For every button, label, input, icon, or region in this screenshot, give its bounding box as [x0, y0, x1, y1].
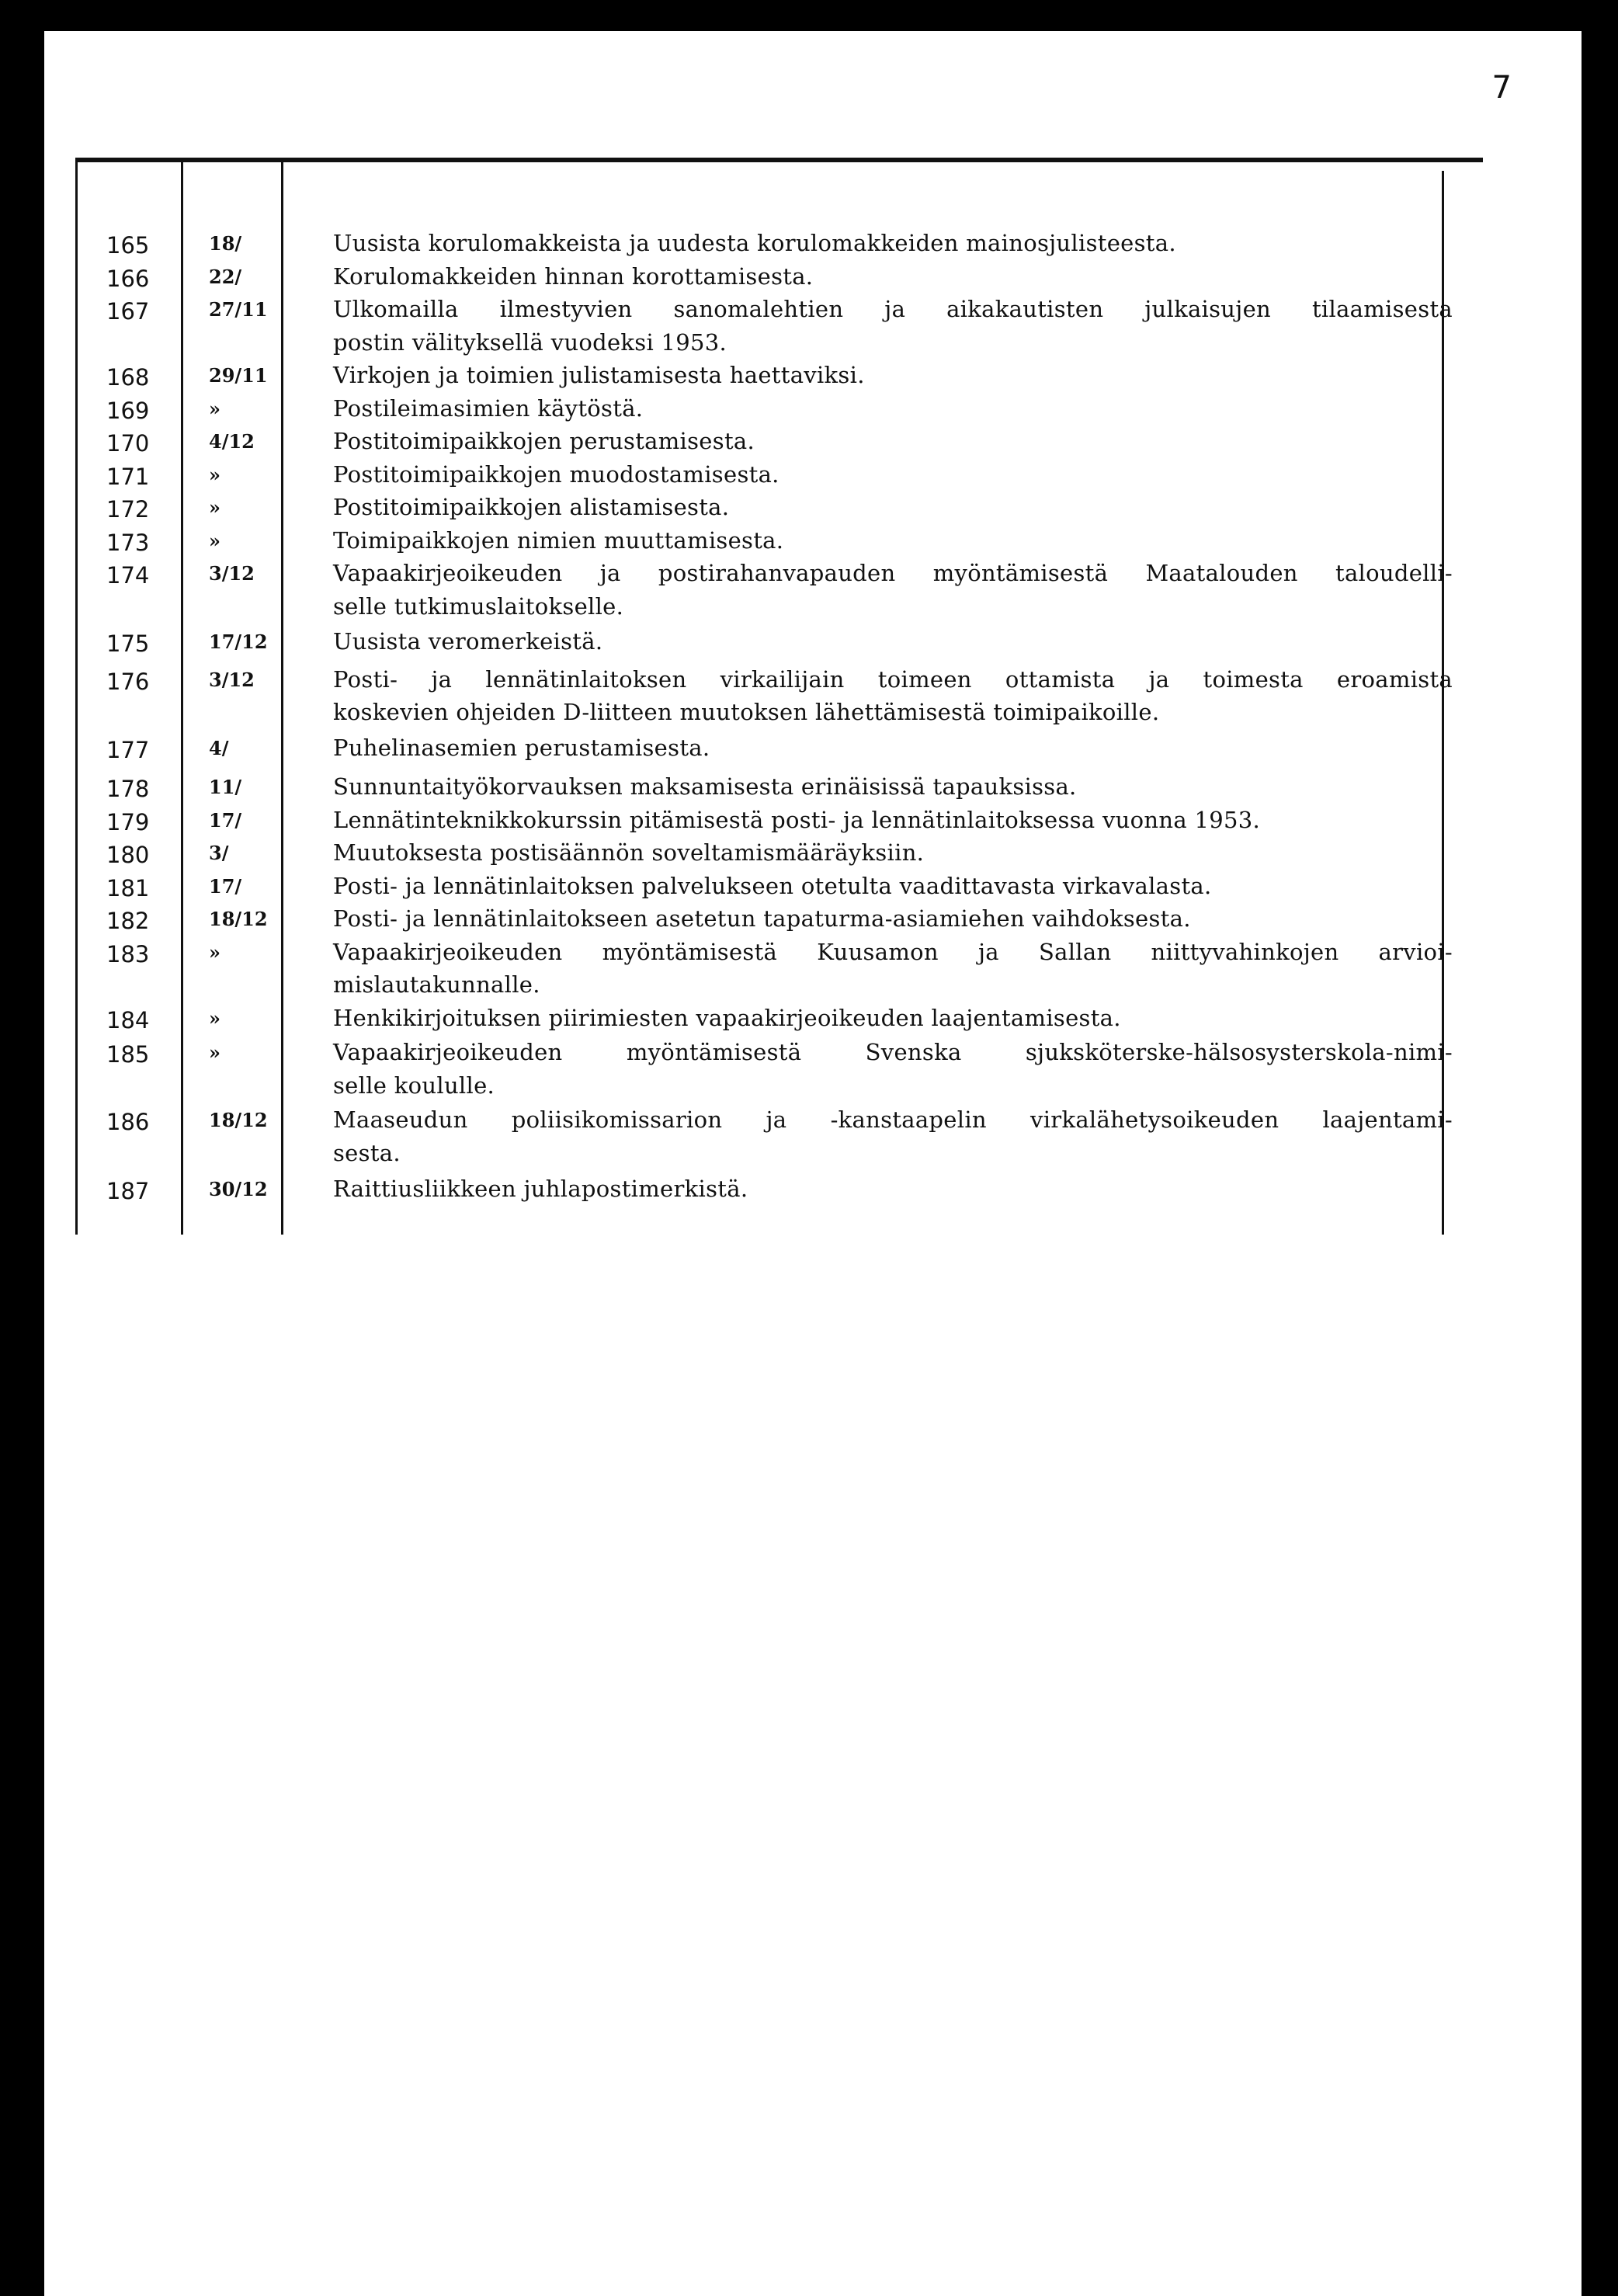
entry-number: 166: [106, 265, 150, 292]
entry-description: [333, 1103, 1453, 1169]
entry-date: »: [209, 1006, 220, 1030]
entry-date: »: [209, 529, 220, 552]
entry-description-line: postin välityksellä vuodeksi 1953.: [333, 328, 727, 356]
entry-number: 179: [106, 808, 150, 835]
entry-date: 27/11: [209, 298, 268, 321]
entry-description: [333, 625, 1453, 658]
entry-description-line: Posti- ja lennätinlaitokseen asetetun tapaturma-asiamiehen vaihdoksesta.: [333, 905, 1191, 932]
entry-description: [333, 425, 1453, 458]
entry-number: 181: [106, 874, 150, 901]
entry-number: 168: [106, 364, 150, 391]
entry-description-line: Vapaakirjeoikeuden ja postirahanvapauden myöntämisestä Maatalouden taloudelli-: [333, 560, 1453, 586]
entry-description-line: Postitoimipaikkojen perustamisesta.: [333, 428, 755, 454]
document-page: [44, 31, 1582, 2296]
entry-date: 18/: [209, 232, 242, 255]
entry-number: 175: [106, 630, 150, 657]
entry-date: 18/12: [209, 1109, 268, 1131]
entry-number: 185: [106, 1041, 150, 1068]
entry-date: 29/11: [209, 364, 268, 387]
entry-date: 4/12: [209, 430, 255, 453]
entry-description-line: Puhelinasemien perustamisesta.: [333, 734, 710, 761]
entry-number: 167: [106, 298, 150, 325]
entry-description: [333, 1002, 1453, 1035]
entry-description-line: Lennätinteknikkokurssin pitämisestä posti- ja lennätinlaitoksessa vuonna 1953.: [333, 806, 1260, 833]
entry-description-line: selle tutkimuslaitokselle.: [333, 592, 624, 620]
entry-date: »: [209, 463, 220, 486]
entry-number: 184: [106, 1006, 150, 1033]
entry-description-line: Maaseudun poliisikomissarion ja -kanstaapelin virkalähetysoikeuden laajentami-: [333, 1106, 1453, 1133]
entry-number: 183: [106, 940, 150, 967]
entry-date: 3/: [209, 842, 229, 864]
entry-date: 18/12: [209, 908, 268, 930]
entry-description-line: Posti- ja lennätinlaitoksen virkailijain toimeen ottamista ja toimesta eroamista: [333, 665, 1453, 693]
entry-description: [333, 491, 1453, 524]
entry-description-line: Uusista veromerkeistä.: [333, 628, 603, 655]
entry-date: 11/: [209, 776, 242, 798]
entry-description-line: Postitoimipaikkojen muodostamisesta.: [333, 460, 779, 488]
entry-description: [333, 663, 1453, 729]
entry-date: 17/: [209, 808, 242, 832]
circular-list: [44, 31, 1582, 1273]
entry-description: [333, 870, 1453, 903]
page-number: 7: [1491, 70, 1512, 106]
entry-description-line: Vapaakirjeoikeuden myöntämisestä Svenska sjuksköterske-hälsosysterskola-nimi-: [333, 1039, 1453, 1065]
entry-date: 30/12: [209, 1178, 268, 1200]
entry-number: 169: [106, 397, 150, 424]
entry-date: 17/12: [209, 630, 268, 653]
entry-description-line: Toimipaikkojen nimien muuttamisesta.: [333, 526, 784, 554]
entry-date: 4/: [209, 736, 229, 759]
entry-number: 180: [106, 842, 150, 868]
entry-number: 171: [106, 463, 150, 490]
entry-description: [333, 359, 1453, 392]
entry-description: [333, 392, 1453, 426]
entry-description-line: Uusista korulomakkeista ja uudesta korulomakkeiden mainosjulisteesta.: [333, 230, 1176, 256]
entry-number: 176: [106, 668, 150, 695]
entry-date: 3/12: [209, 562, 255, 585]
entry-description: [333, 731, 1453, 765]
entry-description: [333, 260, 1453, 294]
entry-description-line: Sunnuntaityökorvauksen maksamisesta erinäisissä tapauksissa.: [333, 773, 1077, 800]
entry-description: [333, 524, 1453, 558]
entry-description-line: mislautakunnalle.: [333, 971, 540, 998]
entry-description-line: Vapaakirjeoikeuden myöntämisestä Kuusamon ja Sallan niittyvahinkojen arvioi-: [333, 938, 1453, 965]
entry-number: 172: [106, 496, 150, 523]
entry-number: 178: [106, 776, 150, 802]
entry-description-line: selle koululle.: [333, 1072, 495, 1099]
entry-description: [333, 227, 1453, 260]
entry-description: [333, 1036, 1453, 1102]
entry-description: [333, 902, 1453, 936]
entry-date: »: [209, 1041, 220, 1064]
entry-description-line: Postileimasimien käytöstä.: [333, 394, 644, 422]
entry-number: 177: [106, 736, 150, 763]
entry-number: 170: [106, 430, 150, 457]
entry-description: [333, 936, 1453, 1002]
entry-date: »: [209, 496, 220, 519]
entry-description: [333, 836, 1453, 870]
entry-description: [333, 1172, 1453, 1206]
entry-description-line: Ulkomailla ilmestyvien sanomalehtien ja aikakautisten julkaisujen tilaamisesta: [333, 296, 1453, 322]
entry-date: »: [209, 397, 220, 420]
entry-number: 182: [106, 908, 150, 934]
entry-description-line: Korulomakkeiden hinnan korottamisesta.: [333, 262, 814, 290]
entry-description-line: Henkikirjoituksen piirimiesten vapaakirjeoikeuden laajentamisesta.: [333, 1004, 1121, 1031]
entry-number: 187: [106, 1178, 150, 1204]
entry-description-line: Muutoksesta postisäännön soveltamismääräyksiin.: [333, 839, 925, 866]
entry-description-line: Virkojen ja toimien julistamisesta haettaviksi.: [333, 362, 865, 388]
entry-description-line: koskevien ohjeiden D-liitteen muutoksen lähettämisestä toimipaikoille.: [333, 699, 1160, 725]
entry-description: [333, 557, 1453, 623]
entry-date: 17/: [209, 874, 242, 898]
entry-number: 165: [106, 232, 150, 259]
entry-number: 173: [106, 529, 150, 556]
entry-description-line: Postitoimipaikkojen alistamisesta.: [333, 494, 730, 520]
entry-description: [333, 770, 1453, 804]
entry-description-line: Posti- ja lennätinlaitoksen palvelukseen otetulta vaadittavasta virkavalasta.: [333, 872, 1212, 899]
entry-description-line: sesta.: [333, 1139, 401, 1166]
entry-number: 174: [106, 562, 150, 589]
entry-date: 22/: [209, 265, 242, 288]
entry-description: [333, 293, 1453, 359]
entry-description-line: Raittiusliikkeen juhlapostimerkistä.: [333, 1176, 748, 1202]
entry-description: [333, 804, 1453, 837]
entry-date: »: [209, 940, 220, 964]
entry-description: [333, 458, 1453, 492]
entry-number: 186: [106, 1109, 150, 1135]
entry-date: 3/12: [209, 668, 255, 691]
